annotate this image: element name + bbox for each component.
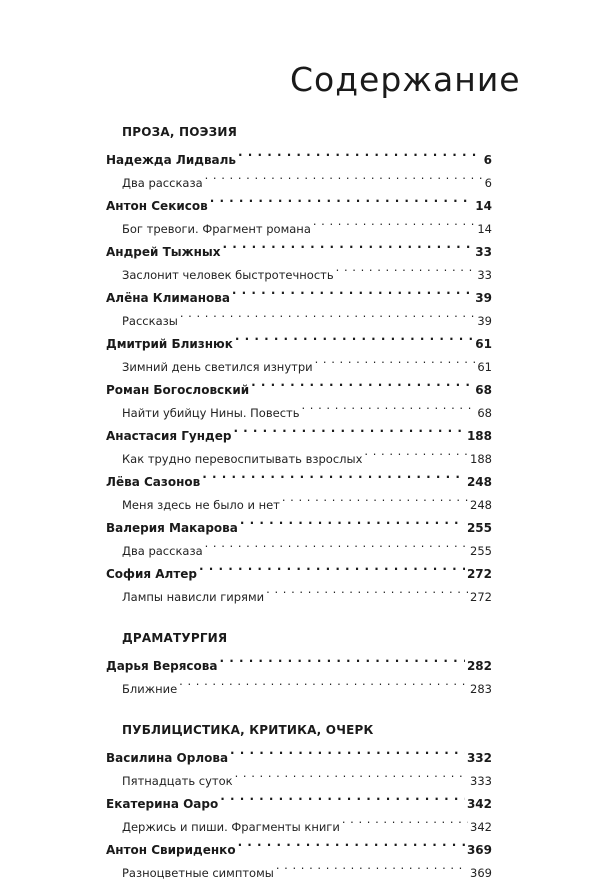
toc-author-row[interactable] <box>106 647 492 673</box>
dot-leader <box>238 141 482 164</box>
dot-leader <box>336 256 476 279</box>
toc-author-row[interactable] <box>106 739 492 765</box>
dot-leader <box>233 417 465 440</box>
dot-leader <box>235 325 473 348</box>
dot-leader <box>230 739 465 762</box>
page-number: 39 <box>477 314 492 328</box>
page-number: 283 <box>470 682 492 696</box>
page-number: 33 <box>475 245 492 259</box>
section-heading: ПРОЗА, ПОЭЗИЯ <box>122 125 238 139</box>
dot-leader <box>220 785 465 808</box>
author-name: Екатерина Оаро <box>106 797 219 811</box>
section-heading: ДРАМАТУРГИЯ <box>122 631 228 645</box>
dot-leader <box>179 670 468 693</box>
page-number: 33 <box>477 268 492 282</box>
page-number: 272 <box>466 567 492 581</box>
page-number: 369 <box>470 866 492 880</box>
dot-leader <box>266 578 468 601</box>
work-title: Держись и пиши. Фрагменты книги <box>122 820 340 834</box>
work-title: Лампы нависли гирями <box>122 590 265 604</box>
work-title: Два рассказа <box>122 544 203 558</box>
page-number: 369 <box>466 843 492 857</box>
author-name: Антон Свириденко <box>106 843 236 857</box>
work-title: Заслонит человек быстротечность <box>122 268 334 282</box>
work-title: Зимний день светился изнутри <box>122 360 313 374</box>
page-number: 248 <box>470 498 492 512</box>
dot-leader <box>219 647 464 670</box>
dot-leader <box>240 509 465 532</box>
page-number: 6 <box>484 176 492 190</box>
work-title: Бог тревоги. Фрагмент романа <box>122 222 311 236</box>
dot-leader <box>205 164 483 187</box>
toc-section <box>106 629 492 696</box>
author-name: София Алтер <box>106 567 198 581</box>
author-name: Алёна Климанова <box>106 291 230 305</box>
author-name: Василина Орлова <box>106 751 229 765</box>
page-number: 14 <box>475 199 492 213</box>
author-name: Надежда Лидваль <box>106 153 237 167</box>
page-number: 61 <box>477 360 492 374</box>
work-title: Как трудно перевоспитывать взрослых <box>122 452 363 466</box>
dot-leader <box>202 463 465 486</box>
dot-leader <box>276 854 468 877</box>
page-number: 188 <box>470 452 492 466</box>
author-name: Дарья Верясова <box>106 659 218 673</box>
dot-leader <box>282 486 468 509</box>
toc-section <box>106 721 492 880</box>
page-number: 6 <box>483 153 492 167</box>
page-number: 342 <box>470 820 492 834</box>
page-number: 255 <box>466 521 492 535</box>
work-title: Ближние <box>122 682 178 696</box>
toc-section <box>106 123 492 604</box>
dot-leader <box>313 210 475 233</box>
page-number: 39 <box>475 291 492 305</box>
author-name: Анастасия Гундер <box>106 429 232 443</box>
dot-leader <box>342 808 468 831</box>
author-name: Валерия Макарова <box>106 521 238 535</box>
page-number: 342 <box>466 797 492 811</box>
page-number: 333 <box>470 774 492 788</box>
page-number: 248 <box>466 475 492 489</box>
section-heading: ПУБЛИЦИСТИКА, КРИТИКА, ОЧЕРК <box>122 723 374 737</box>
page-number: 282 <box>466 659 492 673</box>
toc-author-row[interactable] <box>106 141 492 167</box>
author-name: Лёва Сазонов <box>106 475 201 489</box>
dot-leader <box>251 371 473 394</box>
dot-leader <box>235 762 468 785</box>
page-number: 68 <box>475 383 492 397</box>
author-name: Дмитрий Близнюк <box>106 337 233 351</box>
page-number: 14 <box>477 222 492 236</box>
dot-leader <box>210 187 474 210</box>
page-number: 188 <box>466 429 492 443</box>
page-number: 68 <box>477 406 492 420</box>
author-name: Роман Богословский <box>106 383 250 397</box>
work-title: Два рассказа <box>122 176 203 190</box>
dot-leader <box>232 279 473 302</box>
page-number: 255 <box>470 544 492 558</box>
work-title: Рассказы <box>122 314 178 328</box>
work-title: Разноцветные симптомы <box>122 866 274 880</box>
dot-leader <box>302 394 476 417</box>
table-of-contents <box>106 123 492 880</box>
dot-leader <box>238 831 465 854</box>
work-title: Меня здесь не было и нет <box>122 498 280 512</box>
page-number: 272 <box>470 590 492 604</box>
dot-leader <box>180 302 476 325</box>
dot-leader <box>222 233 473 256</box>
author-name: Андрей Тыжных <box>106 245 221 259</box>
page-title: Содержание <box>290 60 521 99</box>
work-title: Найти убийцу Нины. Повесть <box>122 406 300 420</box>
work-title: Пятнадцать суток <box>122 774 233 788</box>
dot-leader <box>315 348 476 371</box>
page-number: 61 <box>475 337 492 351</box>
page-number: 332 <box>466 751 492 765</box>
author-name: Антон Секисов <box>106 199 208 213</box>
dot-leader <box>205 532 468 555</box>
dot-leader <box>199 555 465 578</box>
dot-leader <box>364 440 468 463</box>
